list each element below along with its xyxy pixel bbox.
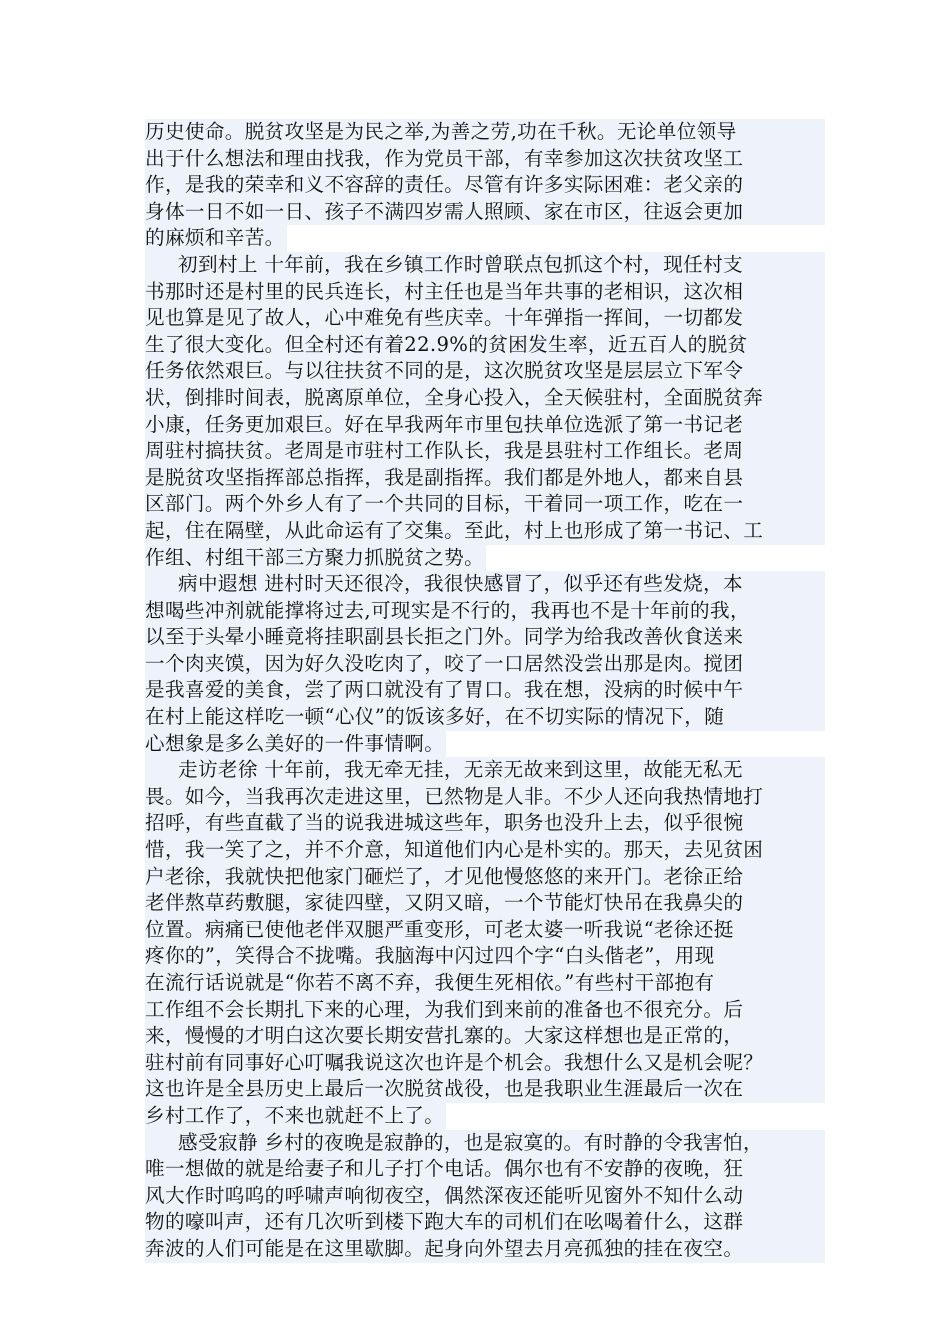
text-line: 生了很大变化。但全村还有着22.9%的贫困发生率，近五百人的脱贫	[145, 332, 825, 359]
text-line: 工作组不会长期扎下来的心理，为我们到来前的准备也不很充分。后	[145, 997, 825, 1024]
text-line: 起，住在隔壁，从此命运有了交集。至此，村上也形成了第一书记、工	[145, 518, 825, 545]
text-line: 出于什么想法和理由找我，作为党员干部，有幸参加这次扶贫攻坚工	[145, 146, 825, 173]
text-line: 在村上能这样吃一顿“心仪”的饭该多好，在不切实际的情况下，随	[145, 704, 825, 731]
text-line: 唯一想做的就是给妻子和儿子打个电话。偶尔也有不安静的夜晚，狂	[145, 1156, 825, 1183]
text-line: 奔波的人们可能是在这里歇脚。起身向外望去月亮孤独的挂在夜空。	[145, 1236, 825, 1263]
text-line: 书那时还是村里的民兵连长，村主任也是当年共事的老相识，这次相	[145, 279, 825, 306]
text-line: 惜，我一笑了之，并不介意，知道他们内心是朴实的。那天，去见贫困	[145, 837, 825, 864]
text-line: 来，慢慢的才明白这次要长期安营扎寨的。大家这样想也是正常的，	[145, 1023, 825, 1050]
text-line: 见也算是见了故人，心中难免有些庆幸。十年弹指一挥间，一切都发	[145, 305, 825, 332]
text-line: 风大作时呜呜的呼啸声响彻夜空，偶然深夜还能听见窗外不知什么动	[145, 1183, 825, 1210]
text-line: 心想象是多么美好的一件事情啊。	[145, 731, 446, 758]
paragraph-first-line: 初到村上 十年前，我在乡镇工作时曾联点包抓这个村，现任村支	[145, 252, 825, 279]
text-line: 的麻烦和辛苦。	[145, 225, 287, 252]
text-line: 老伴熬草药敷腿，家徒四壁，又阴又暗，一个节能灯快吊在我鼻尖的	[145, 890, 825, 917]
text-line: 作，是我的荣幸和义不容辞的责任。尽管有许多实际困难：老父亲的	[145, 172, 825, 199]
paragraph-first-line: 病中遐想 进村时天还很冷，我很快感冒了，似乎还有些发烧，本	[145, 571, 825, 598]
text-line: 是我喜爱的美食，尝了两口就没有了胃口。我在想，没病的时候中午	[145, 677, 825, 704]
text-line: 是脱贫攻坚指挥部总指挥，我是副指挥。我们都是外地人，都来自县	[145, 465, 825, 492]
text-line: 周驻村搞扶贫。老周是市驻村工作队长，我是县驻村工作组长。老周	[145, 438, 825, 465]
text-line: 区部门。两个外乡人有了一个共同的目标，干着同一项工作，吃在一	[145, 491, 825, 518]
text-line: 历史使命。脱贫攻坚是为民之举,为善之劳,功在千秋。无论单位领导	[145, 119, 825, 146]
text-line: 位置。病痛已使他老伴双腿严重变形，可老太婆一听我说“老徐还挺	[145, 917, 825, 944]
text-line: 状，倒排时间表，脱离原单位，全身心投入，全天候驻村，全面脱贫奔	[145, 385, 825, 412]
text-line: 一个肉夹馍，因为好久没吃肉了，咬了一口居然没尝出那是肉。搅团	[145, 651, 825, 678]
text-line: 户老徐，我就快把他家门砸烂了，才见他慢悠悠的来开门。老徐正给	[145, 864, 825, 891]
article-body	[145, 119, 825, 1263]
text-line: 以至于头晕小睡竟将挂职副县长拒之门外。同学为给我改善伙食送来	[145, 624, 825, 651]
paragraph-first-line: 走访老徐 十年前，我无牵无挂，无亲无故来到这里，故能无私无	[145, 757, 825, 784]
paragraph-first-line: 感受寂静 乡村的夜晚是寂静的，也是寂寞的。有时静的令我害怕，	[145, 1130, 825, 1157]
text-line: 作组、村组干部三方聚力抓脱贫之势。	[145, 545, 486, 572]
text-line: 畏。如今，当我再次走进这里，已然物是人非。不少人还向我热情地打	[145, 784, 825, 811]
text-line: 这也许是全县历史上最后一次脱贫战役，也是我职业生涯最后一次在	[145, 1076, 825, 1103]
text-line: 物的嚎叫声，还有几次听到楼下跑大车的司机们在吆喝着什么，这群	[145, 1209, 825, 1236]
text-line: 想喝些冲剂就能撑将过去,可现实是不行的，我再也不是十年前的我，	[145, 598, 825, 625]
text-line: 乡村工作了，不来也就赶不上了。	[145, 1103, 446, 1130]
text-line: 小康，任务更加艰巨。好在早我两年市里包扶单位选派了第一书记老	[145, 412, 825, 439]
text-line: 疼你的”，笑得合不拢嘴。我脑海中闪过四个字“白头偕老”，用现	[145, 943, 825, 970]
text-line: 招呼，有些直截了当的说我进城这些年，职务也没升上去，似乎很惋	[145, 810, 825, 837]
text-line: 身体一日不如一日、孩子不满四岁需人照顾、家在市区，往返会更加	[145, 199, 825, 226]
text-line: 驻村前有同事好心叮嘱我说这次也许是个机会。我想什么又是机会呢？	[145, 1050, 825, 1077]
text-line: 任务依然艰巨。与以往扶贫不同的是，这次脱贫攻坚是层层立下军令	[145, 358, 825, 385]
text-line: 在流行话说就是“你若不离不弃，我便生死相依。”有些村干部抱有	[145, 970, 825, 997]
